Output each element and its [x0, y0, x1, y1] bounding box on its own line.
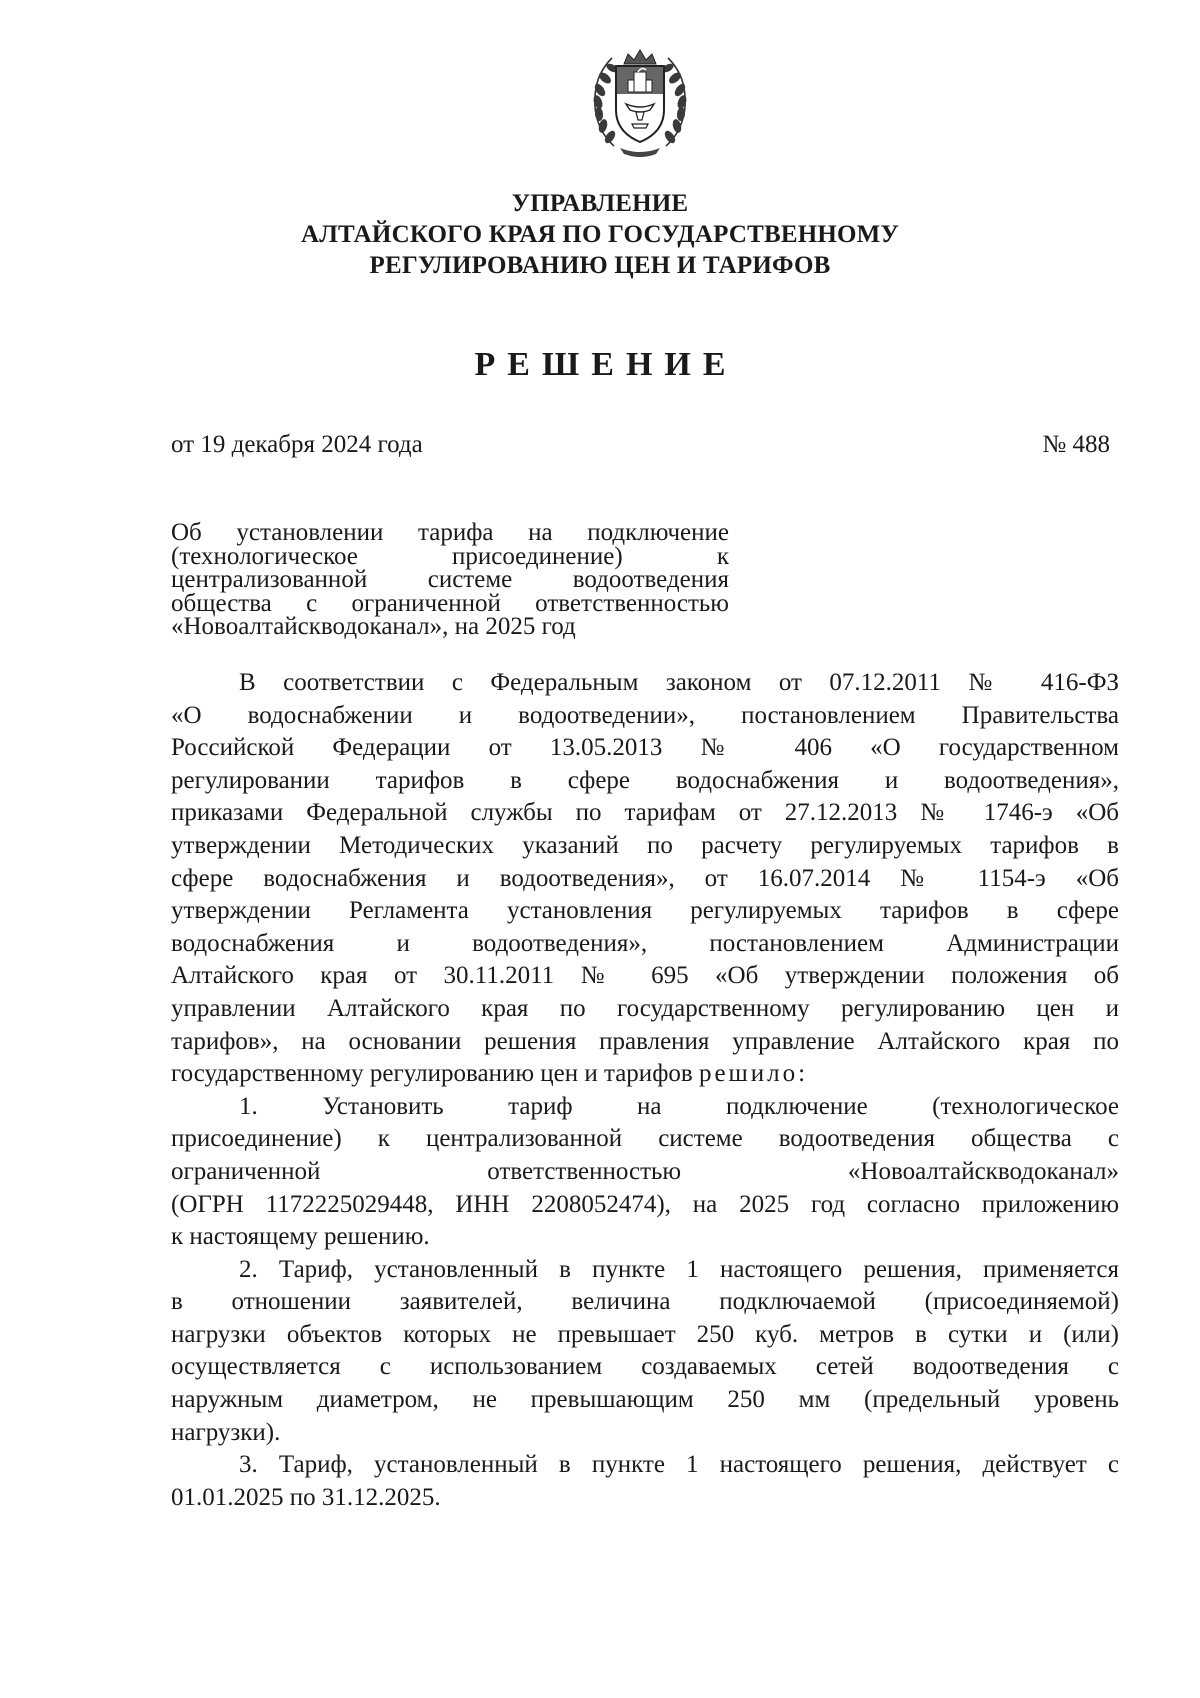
- document-number: № 488: [1042, 431, 1110, 458]
- clause-2-line: в отношении заявителей, величина подключаемой (присоединяемой): [171, 1288, 1119, 1316]
- preamble-line: управлении Алтайского края по государственному регулированию цен и: [171, 994, 1119, 1022]
- subject-line: (технологическое присоединение) к: [171, 542, 729, 570]
- preamble-line: Алтайского края от 30.11.2011 № 695 «Об утверждении положения об: [171, 962, 1119, 990]
- org-title-line-2: АЛТАЙСКОГО КРАЯ ПО ГОСУДАРСТВЕННОМУ: [300, 221, 900, 248]
- decided-word: решило:: [698, 1060, 809, 1088]
- subject-line: «Новоалтайскводоканал», на 2025 год: [171, 613, 576, 640]
- preamble-line: приказами Федеральной службы по тарифам от 27.12.2013 № 1746-э «Об: [171, 799, 1119, 827]
- clause-1-line: 1. Установить тариф на подключение (технологическое: [239, 1092, 1119, 1120]
- issuing-authority: [0, 188, 1200, 281]
- preamble-line: В соответствии с Федеральным законом от 07.12.2011 № 416-ФЗ: [239, 669, 1119, 696]
- org-title-line-3: РЕГУЛИРОВАНИЮ ЦЕН И ТАРИФОВ: [369, 252, 831, 279]
- preamble-line: Российской Федерации от 13.05.2013 № 406 «О государственном: [171, 734, 1119, 762]
- clause-3-line: 3. Тариф, установленный в пункте 1 настоящего решения, действует с: [239, 1451, 1119, 1479]
- document-body: [171, 667, 1119, 1514]
- preamble-closing-line: [171, 1058, 1119, 1091]
- clause-2-line: наружным диаметром, не превышающим 250 мм (предельный уровень: [171, 1386, 1119, 1414]
- preamble-line: «О водоснабжении и водоотведении», постановлением Правительства: [171, 701, 1119, 729]
- clause-3-line: 01.01.2025 по 31.12.2025.: [171, 1483, 441, 1511]
- document-subject: [171, 521, 729, 639]
- org-title-line-1: УПРАВЛЕНИЕ: [511, 190, 689, 217]
- preamble-line: тарифов», на основании решения правления управление Алтайского края по: [171, 1027, 1119, 1055]
- clause-2-line: осуществляется с использованием создаваемых сетей водоотведения с: [171, 1353, 1119, 1381]
- clause-2-line: нагрузки).: [171, 1418, 281, 1446]
- altai-krai-coat-of-arms-icon: [584, 44, 696, 160]
- preamble-line: водоснабжения и водоотведения», постановлением Администрации: [171, 929, 1119, 957]
- preamble-line: сфере водоснабжения и водоотведения», от 16.07.2014 № 1154-э «Об: [171, 864, 1119, 892]
- preamble-line: регулировании тарифов в сфере водоснабжения и водоотведения»,: [171, 766, 1119, 794]
- document-type-heading: РЕШЕНИЕ: [474, 346, 738, 383]
- clause-1-line: ограниченной ответственностью «Новоалтайскводоканал»: [171, 1157, 1119, 1185]
- subject-line: общества с ограниченной ответственностью: [171, 589, 729, 617]
- clause-2-line: 2. Тариф, установленный в пункте 1 настоящего решения, применяется: [239, 1255, 1119, 1283]
- document-date: от 19 декабря 2024 года: [171, 431, 423, 458]
- clause-1-line: (ОГРН 1172225029448, ИНН 2208052474), на 2025 год согласно приложению: [171, 1190, 1119, 1218]
- subject-line: Об установлении тарифа на подключение: [171, 519, 729, 546]
- preamble-line: утверждении Регламента установления регулируемых тарифов в сфере: [171, 897, 1119, 925]
- clause-1-line: присоединение) к централизованной системе водоотведения общества с: [171, 1125, 1119, 1153]
- clause-2-line: нагрузки объектов которых не превышает 250 куб. метров в сутки и (или): [171, 1320, 1119, 1348]
- preamble-line: утверждении Методических указаний по расчету регулируемых тарифов в: [171, 831, 1119, 859]
- preamble-last-text: государственному регулированию цен и тарифов: [171, 1060, 693, 1088]
- subject-line: централизованной системе водоотведения: [171, 566, 729, 593]
- clause-1-line: к настоящему решению.: [171, 1223, 430, 1251]
